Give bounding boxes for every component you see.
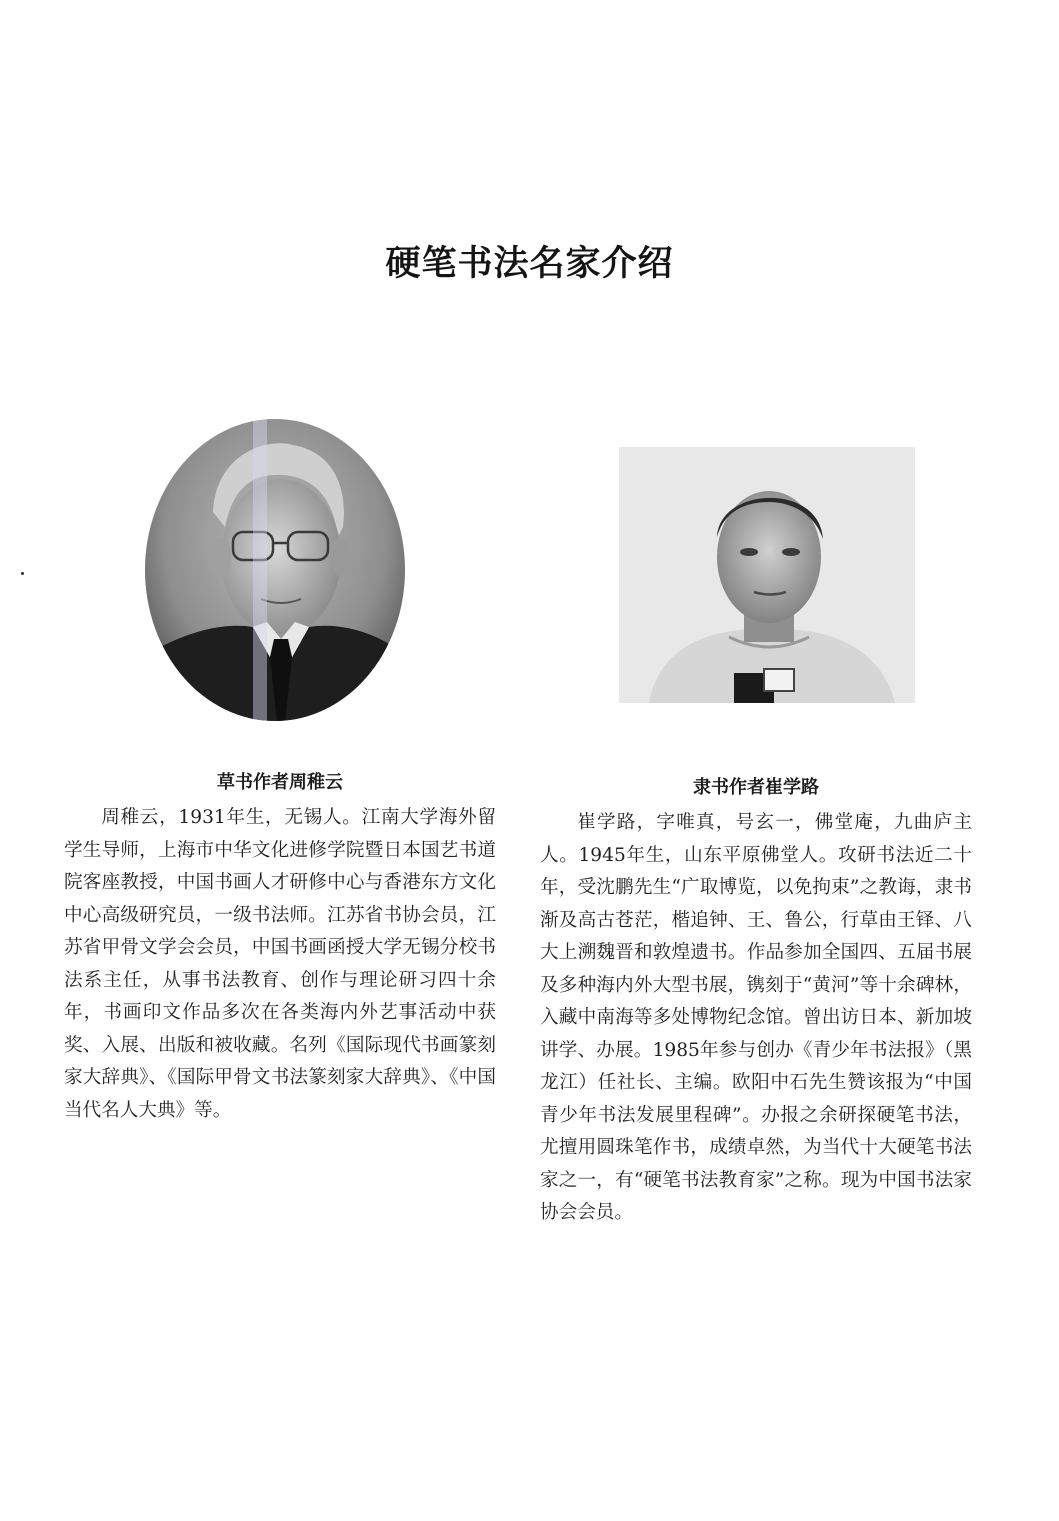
portrait-zhou-zhiyun [143, 417, 407, 723]
caption-zhou-zhiyun: 草书作者周稚云 [217, 772, 343, 793]
profile-zhou-zhiyun [64, 770, 496, 1127]
stray-mark [21, 572, 24, 575]
profile-cui-xuelu [540, 775, 972, 1230]
caption-cui-xuelu: 隶书作者崔学路 [693, 777, 819, 798]
bio-zhou-zhiyun: 周稚云，1931年生，无锡人。江南大学海外留学生导师，上海市中华文化进修学院暨日本国艺书道院客座教授，中国书画人才研修中心与香港东方文化中心高级研究员，一级书法师。江苏省书协会员，江苏省甲骨文学会会员，中国书画函授大学无锡分校书法系主任，从事书法教育、创作与理论研习四十余年，书画印文作品多次在各类海内外艺事活动中获奖、入展、出版和被收藏。名列《国际现代书画篆刻家大辞典》、《国际甲骨文书法篆刻家大辞典》、《中国当代名人大典》等。 [64, 807, 496, 1121]
portrait-cui-xuelu [619, 447, 915, 703]
bio-cui-xuelu: 崔学路，字唯真，号玄一，佛堂庵，九曲庐主人。1945年生，山东平原佛堂人。攻研书法近二十年，受沈鹏先生“广取博览，以免拘束”之教诲，隶书渐及高古苍茫，楷追钟、王、鲁公，行草由王铎、八大上溯魏晋和敦煌遗书。作品参加全国四、五届书展及多种海内外大型书展，镌刻于“黄河”等十余碑林，入藏中南海等多处博物纪念馆。曾出访日本、新加坡讲学、办展。1985年参与创办《青少年书法报》（黑龙江）任社长、主编。欧阳中石先生赞该报为“中国青少年书法发展里程碑”。办报之余研探硬笔书法，尤擅用圆珠笔作书，成绩卓然，为当代十大硬笔书法家之一，有“硬笔书法教育家”之称。现为中国书法家协会会员。 [540, 812, 972, 1223]
page-title: 硬笔书法名家介绍 [385, 243, 674, 284]
